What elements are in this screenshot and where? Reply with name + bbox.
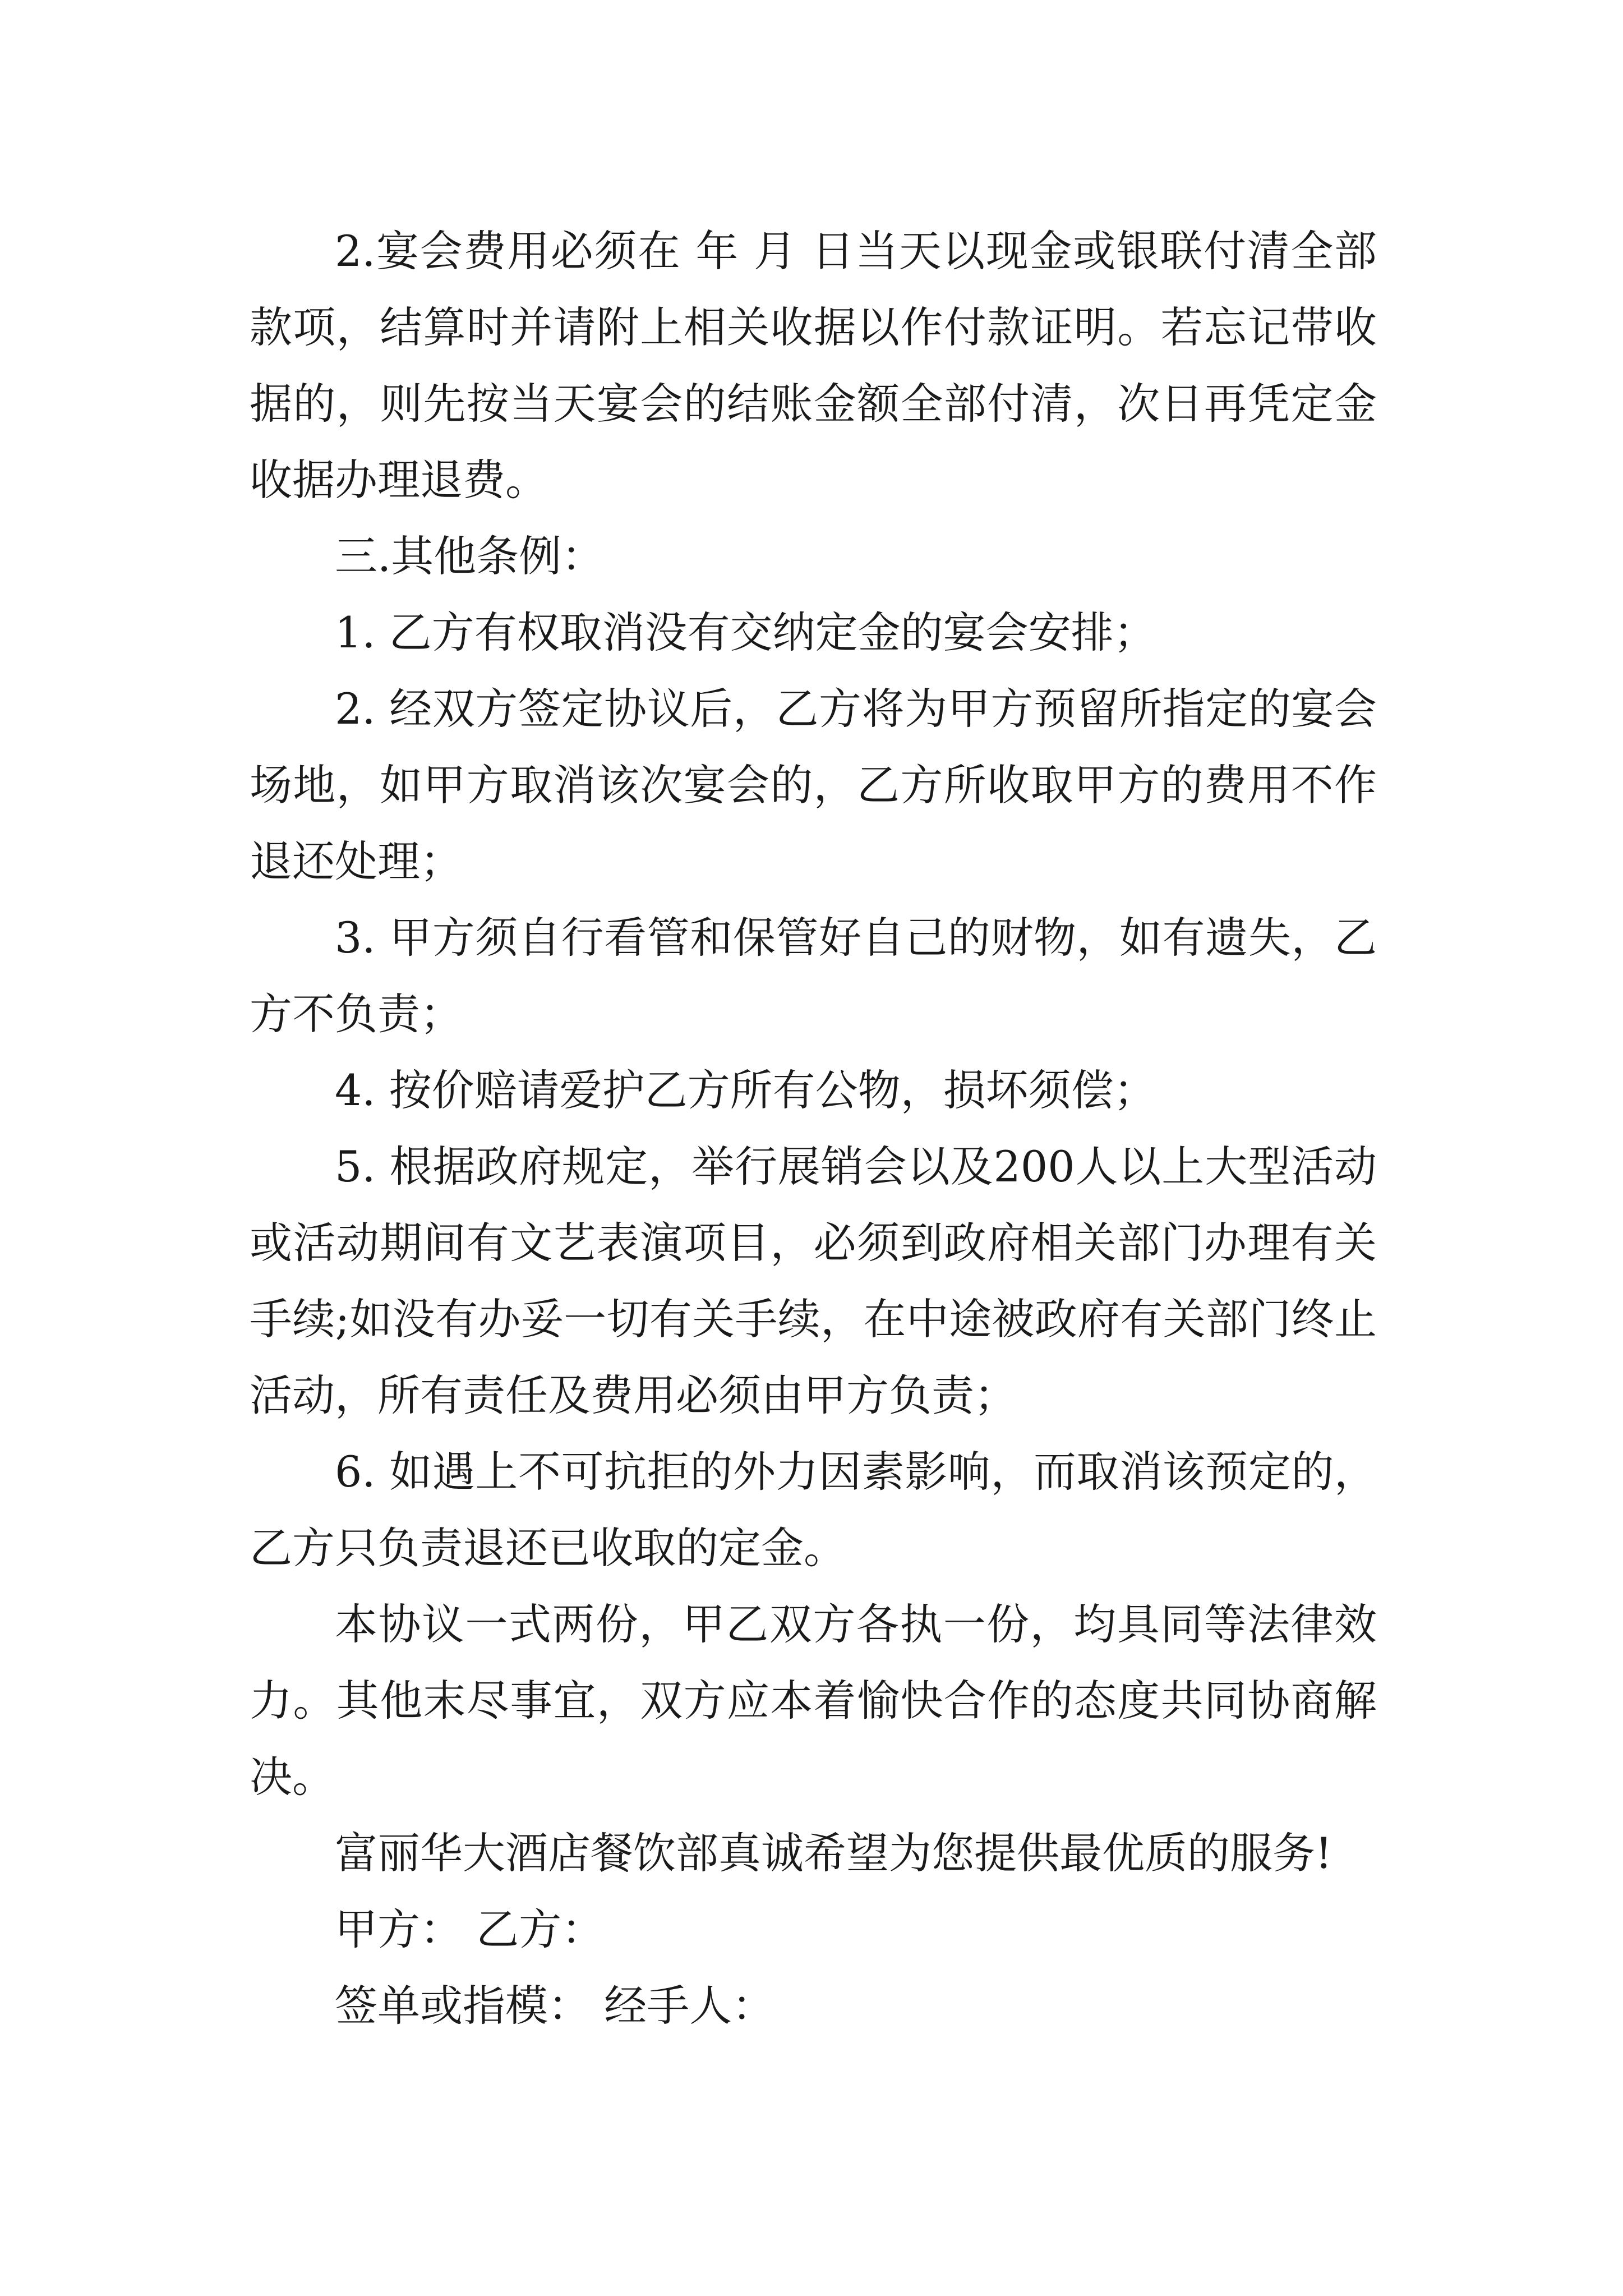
clause-2: 2. 经双方签定协议后，乙方将为甲方预留所指定的宴会场地，如甲方取消该次宴会的，乙方所收取甲方的费用不作退还处理； (250, 684, 1377, 886)
paragraph-payment-terms: 2.宴会费用必须在 年 月 日当天以现金或银联付清全部款项，结算时并请附上相关收据以作付款证明。若忘记带收据的，则先按当天宴会的结账金额全部付清，次日再凭定金收据办理退费。 (250, 226, 1377, 505)
clause-5: 5. 根据政府规定，举行展销会以及200人以上大型活动或活动期间有文艺表演项目，必须到政府相关部门办理有关手续;如没有办妥一切有关手续，在中途被政府有关部门终止活动，所有责任及费用必须由甲方负责； (250, 1142, 1377, 1420)
clause-1: 1. 乙方有权取消没有交纳定金的宴会安排； (335, 608, 1156, 657)
signature-parties: 甲方： 乙方： (335, 1904, 605, 1954)
document-body (250, 213, 1377, 2044)
paragraph-agreement-copies: 本协议一式两份，甲乙双方各执一份，均具同等法律效力。其他末尽事宜，双方应本着愉快合作的态度共同协商解决。 (250, 1599, 1377, 1802)
clause-4: 4. 按价赔请爱护乙方所有公物，损坏须偿； (335, 1065, 1156, 1115)
section-heading-other-terms: 三.其他条例： (335, 531, 605, 581)
clause-3: 3. 甲方须自行看管和保管好自己的财物，如有遗失，乙方不负责； (250, 913, 1377, 1039)
clause-6: 6. 如遇上不可抗拒的外力因素影响，而取消该预定的，乙方只负责退还已收取的定金。 (250, 1447, 1377, 1573)
signature-signoff: 签单或指模： 经手人： (335, 1981, 775, 2031)
paragraph-closing-statement: 富丽华大酒店餐饮部真诚希望为您提供最优质的服务! (335, 1828, 1332, 1878)
